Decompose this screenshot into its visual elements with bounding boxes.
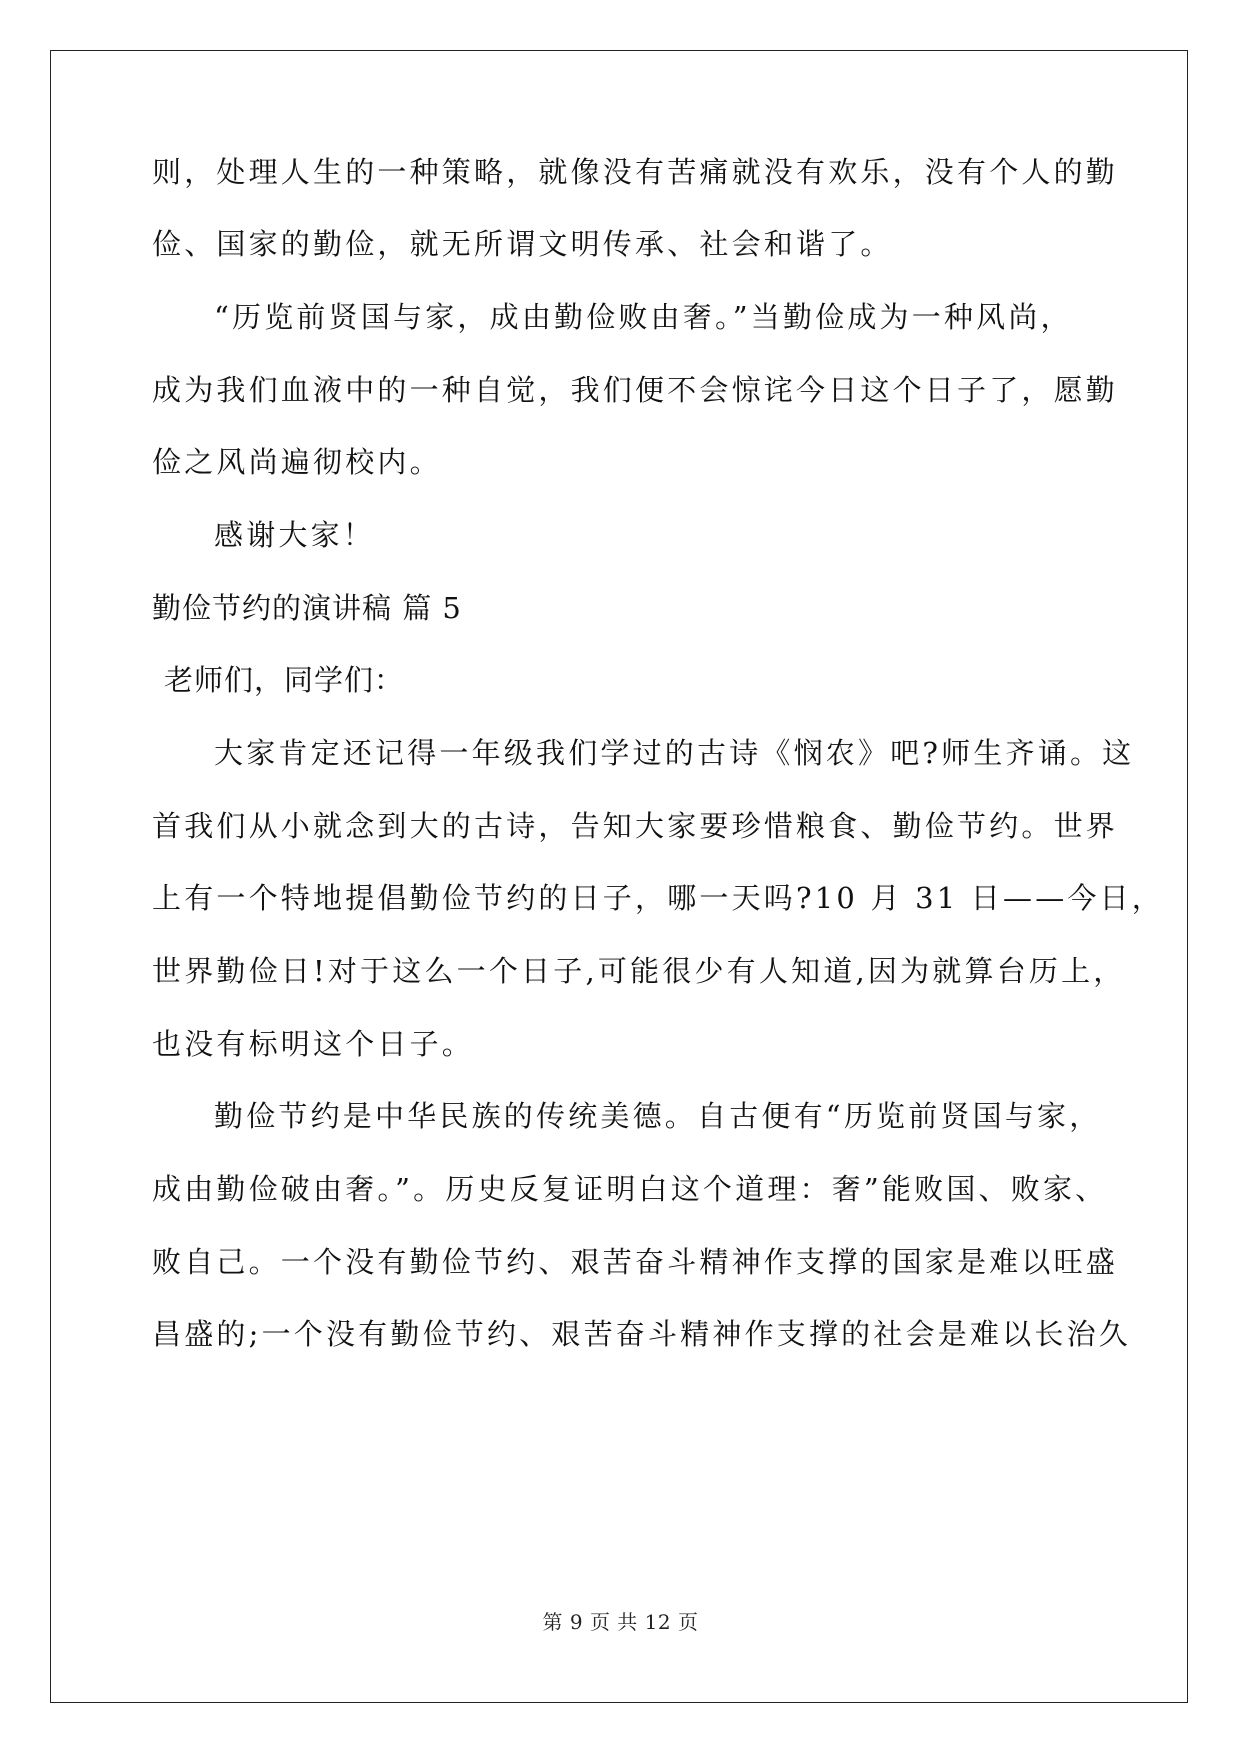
body-text-line: 也没有标明这个日子。 xyxy=(152,1027,475,1061)
body-text-line: 上有一个特地提倡勤俭节约的日子，哪一天吗?10 月 31 日——今日， xyxy=(152,881,1165,915)
body-text-line: 首我们从小就念到大的古诗，告知大家要珍惜粮食、勤俭节约。世界 xyxy=(152,809,1119,843)
body-text-line: 成由勤俭破由奢。”。历史反复证明白这个道理：奢”能败国、败家、 xyxy=(152,1172,1108,1206)
page-border xyxy=(50,50,1188,1703)
section-heading: 勤俭节约的演讲稿 篇 5 xyxy=(152,591,462,625)
body-text-line: 大家肯定还记得一年级我们学过的古诗《悯农》吧?师生齐诵。这 xyxy=(214,736,1135,770)
body-text-line: 俭、国家的勤俭，就无所谓文明传承、社会和谐了。 xyxy=(152,227,893,261)
body-text-line: 俭之风尚遍彻校内。 xyxy=(152,445,442,479)
body-text-line: “历览前贤国与家，成由勤俭败由奢。”当勤俭成为一种风尚， xyxy=(214,300,1073,334)
body-text-line: 成为我们血液中的一种自觉，我们便不会惊诧今日这个日子了，愿勤 xyxy=(152,373,1119,407)
body-text-line: 昌盛的;一个没有勤俭节约、艰苦奋斗精神作支撑的社会是难以长治久 xyxy=(152,1317,1131,1351)
body-text-line: 感谢大家！ xyxy=(214,518,376,552)
greeting-line: 老师们，同学们： xyxy=(164,663,405,697)
body-text-line: 败自己。一个没有勤俭节约、艰苦奋斗精神作支撑的国家是难以旺盛 xyxy=(152,1245,1119,1279)
page-number: 第 9 页 共 12 页 xyxy=(542,1610,699,1634)
body-text-line: 勤俭节约是中华民族的传统美德。自古便有“历览前贤国与家， xyxy=(214,1099,1102,1133)
body-text-line: 世界勤俭日!对于这么一个日子,可能很少有人知道,因为就算台历上， xyxy=(152,954,1126,988)
body-text-line: 则，处理人生的一种策略，就像没有苦痛就没有欢乐，没有个人的勤 xyxy=(152,155,1119,189)
